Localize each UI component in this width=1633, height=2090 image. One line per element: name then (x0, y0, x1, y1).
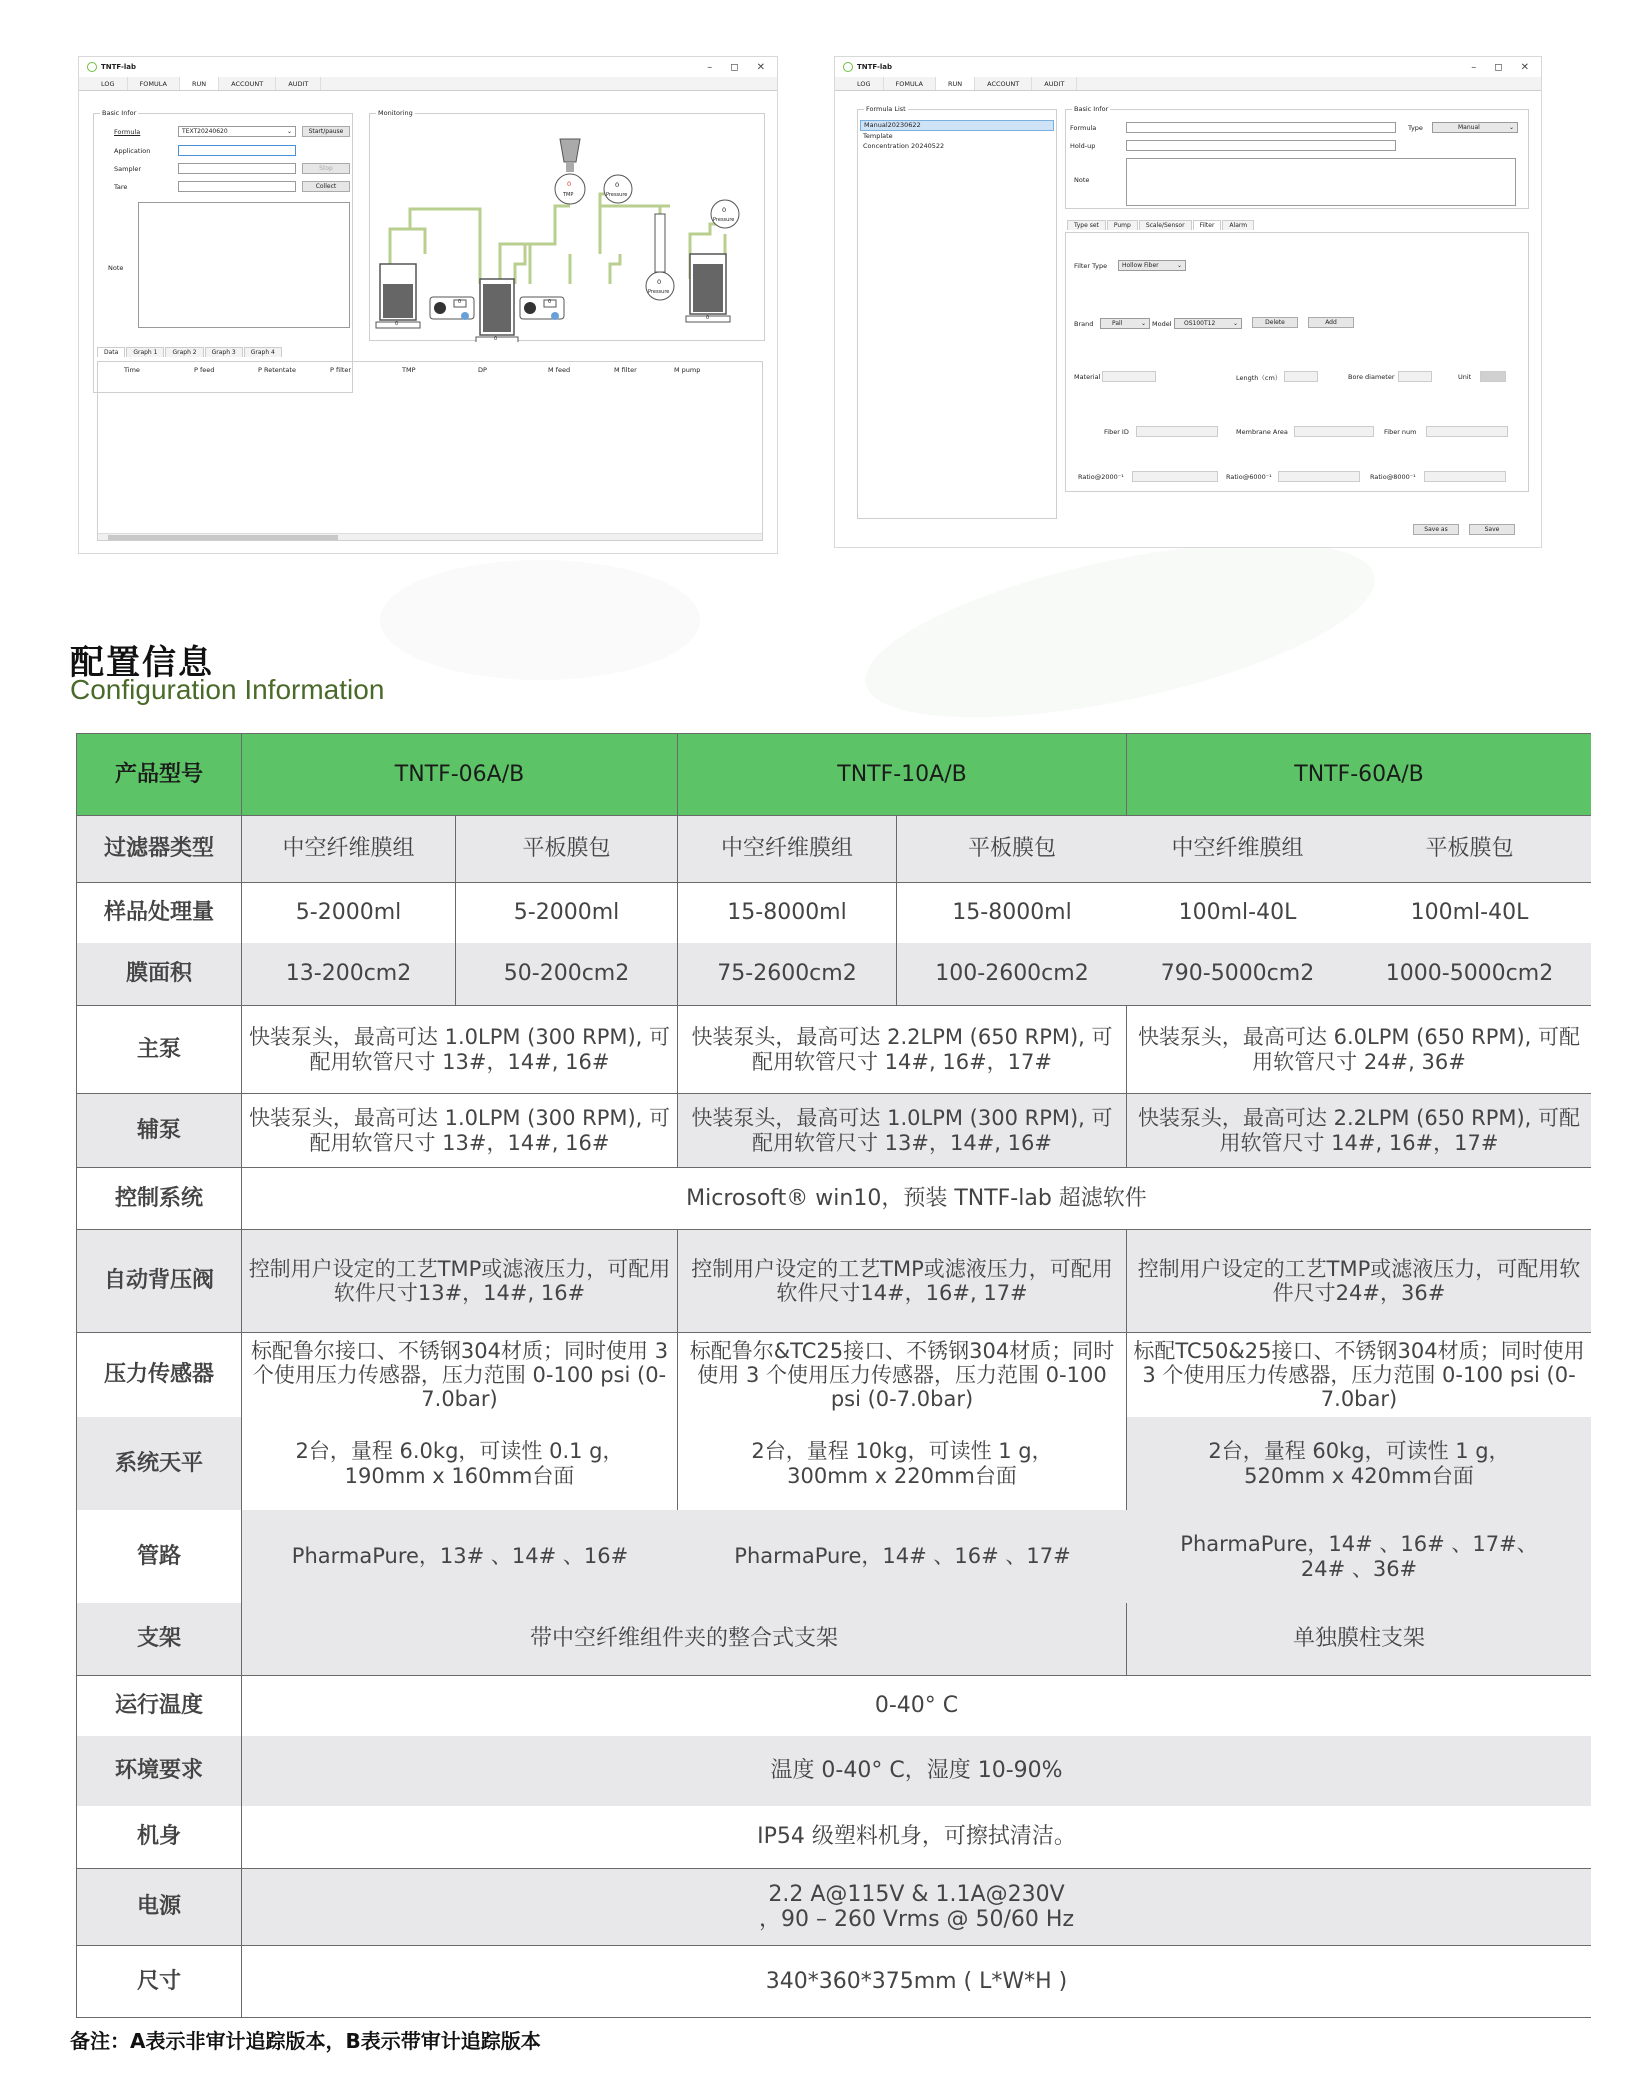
pump-1-head (434, 302, 446, 314)
tab-pump[interactable]: Pump (1107, 220, 1138, 230)
tab-graph-2[interactable]: Graph 2 (165, 347, 203, 357)
delete-button[interactable]: Delete (1252, 317, 1298, 328)
note-label: Note (108, 264, 124, 272)
row-label-membrane-area: 膜面积 (76, 943, 242, 1005)
settings-subtabs (1067, 220, 1255, 230)
table-cell: 快装泵头，最高可达 6.0LPM (650 RPM), 可配用软管尺寸 24#, 36# (1137, 1025, 1581, 1074)
pressure-gauge-2 (646, 272, 674, 300)
add-button[interactable]: Add (1308, 317, 1354, 328)
table-row-back-pressure (76, 1230, 1591, 1333)
process-diagram (370, 114, 766, 342)
tab-audit[interactable]: AUDIT (276, 77, 321, 90)
table-cell: 控制用户设定的工艺TMP或滤液压力，可配用软件尺寸14#，16#, 17# (678, 1230, 1127, 1332)
table-row-pressure-sensor (76, 1333, 1591, 1417)
tab-account[interactable]: ACCOUNT (975, 77, 1032, 90)
tab-graph-1[interactable]: Graph 1 (126, 347, 164, 357)
data-subtabs (97, 347, 283, 357)
model-60: TNTF-60A/B (1294, 761, 1424, 787)
hopper-neck (566, 162, 574, 172)
stop-button[interactable]: Stop (302, 163, 350, 174)
table-row-sample-volume (76, 883, 1591, 943)
pressure-gauge-1 (604, 175, 632, 203)
title-bar (835, 57, 1541, 77)
section-title-en: Configuration Information (70, 674, 385, 705)
column-dp: DP (478, 366, 487, 374)
pump-2-value: 0 (548, 299, 552, 305)
tab-filter[interactable]: Filter (1193, 220, 1222, 230)
table-cell: 中空纤维膜组 (242, 816, 456, 882)
pressure-gauge-2-label: Pressure (648, 289, 670, 295)
holdup-input[interactable] (1126, 140, 1396, 151)
table-cell: 100-2600cm2 (935, 961, 1089, 987)
table-row-balance (76, 1417, 1591, 1510)
table-cell: 340*360*375mm ( L*W*H ) (765, 1968, 1068, 1994)
table-cell: 790-5000cm2 (1160, 961, 1315, 987)
app-logo-icon (87, 62, 97, 72)
horizontal-scrollbar[interactable] (98, 533, 762, 540)
brand-value: Pall (1112, 320, 1123, 327)
tab-run[interactable]: RUN (180, 77, 219, 90)
main-tabs (835, 77, 1541, 91)
save-button[interactable]: Save (1469, 524, 1515, 535)
tab-scale-sensor[interactable]: Scale/Sensor (1139, 220, 1192, 230)
formula-list-group (857, 105, 1057, 519)
model-06: TNTF-06A/B (242, 734, 678, 815)
table-row-tubing (76, 1510, 1591, 1603)
power-line-2: ，90 – 260 Vrms @ 50/60 Hz (758, 1907, 1075, 1932)
power-cell (242, 1869, 1591, 1945)
table-row-power (76, 1869, 1591, 1946)
table-cell: 快装泵头，最高可达 1.0LPM (300 RPM), 可配用软管尺寸 13#，14#, 16# (678, 1094, 1127, 1167)
holdup-label: Hold-up (1070, 142, 1096, 150)
row-label-body: 机身 (76, 1806, 242, 1868)
table-cell: PharmaPure，14# 、16# 、17# (734, 1544, 1071, 1569)
table-cell: 中空纤维膜组 (678, 816, 897, 882)
type-value: Manual (1458, 124, 1480, 131)
table-row-membrane-area (76, 943, 1591, 1006)
save-as-button[interactable]: Save as (1413, 524, 1459, 535)
row-label-balance: 系统天平 (76, 1417, 242, 1510)
note-textarea[interactable] (138, 202, 350, 328)
table-cell: 100ml-40L (1178, 900, 1297, 926)
formula-list-title: Formula List (866, 105, 906, 113)
table-cell: 13-200cm2 (242, 943, 456, 1005)
row-label-power: 电源 (76, 1869, 242, 1945)
basic-infor-title: Basic Infor (1074, 105, 1109, 113)
fiber-id-input[interactable] (1136, 426, 1218, 437)
table-row-stand (76, 1603, 1591, 1676)
power-line-1: 2.2 A@115V & 1.1A@230V (768, 1881, 1065, 1907)
table-cell: 75-2600cm2 (678, 943, 897, 1005)
scale-2-value: 0 (494, 336, 498, 342)
row-label-control-system: 控制系统 (76, 1168, 242, 1229)
table-cell: 单独膜柱支架 (1292, 1626, 1425, 1652)
row-label-filter-type: 过滤器类型 (76, 816, 242, 882)
tab-account[interactable]: ACCOUNT (219, 77, 276, 90)
ratio-6000-label: Ratio@6000⁻¹ (1226, 473, 1272, 481)
table-cell: 控制用户设定的工艺TMP或滤液压力，可配用软件尺寸13#，14#, 16# (242, 1230, 678, 1332)
pressure-gauge-2-value: 0 (657, 278, 662, 286)
length-input[interactable] (1284, 371, 1318, 382)
type-label: Type (1408, 124, 1423, 132)
chevron-down-icon: ⌄ (1508, 124, 1514, 131)
table-row-model (76, 733, 1591, 816)
table-cell: 快装泵头，最高可达 1.0LPM (300 RPM), 可配用软管尺寸 13#，14#, 16# (242, 1006, 678, 1093)
table-cell: 控制用户设定的工艺TMP或滤液压力，可配用软件尺寸24#，36# (1137, 1256, 1581, 1305)
formula-list-item[interactable]: Concentration 20240522 (863, 142, 945, 150)
tank-1-liquid (383, 284, 413, 318)
data-table-header (98, 366, 764, 378)
column-tmp: TMP (402, 366, 416, 374)
footnote: 备注：A表示非审计追踪版本，B表示带审计追踪版本 (70, 2029, 541, 2053)
row-label-back-pressure: 自动背压阀 (76, 1230, 242, 1332)
maximize-icon[interactable]: ◻ (1494, 61, 1503, 73)
sampler-label: Sampler (114, 165, 142, 173)
chevron-down-icon: ⌄ (1140, 320, 1146, 327)
table-row-control-system (76, 1168, 1591, 1230)
row-label-model: 产品型号 (76, 734, 242, 815)
pump-1-indicator (461, 312, 469, 320)
tab-run[interactable]: RUN (936, 77, 975, 90)
table-cell: 快装泵头，最高可达 1.0LPM (300 RPM), 可配用软管尺寸 13#，14#, 16# (242, 1094, 678, 1167)
filter-column (655, 214, 665, 272)
app-logo-icon (843, 62, 853, 72)
hopper (560, 139, 580, 162)
table-row-size (76, 1946, 1591, 2018)
tare-input[interactable] (178, 181, 296, 192)
application-input[interactable] (178, 145, 296, 156)
type-select[interactable] (1432, 122, 1518, 133)
pressure-gauge-1-value: 0 (615, 181, 620, 189)
bore-input[interactable] (1398, 371, 1432, 382)
table-cell: 2台，量程 10kg，可读性 1 g，300mm x 220mm台面 (678, 1417, 1127, 1510)
row-label-main-pump: 主泵 (76, 1006, 242, 1093)
tab-fomula[interactable]: FOMULA (884, 77, 936, 90)
tank-2-liquid (483, 284, 511, 332)
tab-graph-4[interactable]: Graph 4 (244, 347, 282, 357)
run-window-screenshot (78, 56, 778, 554)
column-m-feed: M feed (548, 366, 571, 374)
table-cell: 快装泵头，最高可达 2.2LPM (650 RPM), 可配用软管尺寸 14#, 16#，17# (1137, 1106, 1581, 1155)
tab-data[interactable]: Data (97, 347, 125, 357)
unit-input[interactable] (1480, 371, 1506, 382)
chevron-down-icon: ⌄ (286, 128, 292, 135)
model-select[interactable] (1174, 318, 1242, 329)
model-value: OS100T12 (1184, 320, 1216, 327)
table-cell: 标配鲁尔&TC25接口、不锈钢304材质；同时使用 3 个使用压力传感器，压力范围 0-100 psi (0-7.0bar) (678, 1333, 1127, 1417)
model-label: Model (1152, 320, 1172, 328)
brand-label: Brand (1074, 320, 1094, 328)
start-pause-button[interactable]: Start/pause (302, 126, 350, 137)
maximize-icon[interactable]: ◻ (730, 61, 739, 73)
row-label-aux-pump: 辅泵 (76, 1094, 242, 1167)
table-cell: 中空纤维膜组 (1171, 836, 1304, 862)
table-cell: 50-200cm2 (456, 943, 678, 1005)
row-label-environment: 环境要求 (76, 1736, 242, 1806)
row-label-sample-volume: 样品处理量 (76, 883, 242, 943)
filter-type-select[interactable] (1118, 260, 1186, 271)
sampler-input[interactable] (178, 163, 296, 174)
table-cell: 5-2000ml (456, 883, 678, 943)
formula-select[interactable] (178, 126, 296, 137)
scale-3-value: 0 (706, 315, 710, 321)
length-label: Length（cm） (1236, 374, 1282, 382)
table-cell: 5-2000ml (242, 883, 456, 943)
minimize-icon[interactable]: – (707, 61, 713, 73)
tank-3-liquid (693, 264, 723, 312)
window-title: TNTF-lab (101, 63, 137, 71)
formula-value: TEXT20240620 (182, 128, 228, 135)
data-table (97, 361, 763, 541)
pump-2-head (524, 302, 536, 314)
unit-label: Unit (1458, 373, 1472, 381)
membrane-area-input[interactable] (1294, 426, 1374, 437)
formula-label: Formula (114, 128, 141, 136)
table-cell: 0-40° C (874, 1693, 959, 1719)
row-label-tubing: 管路 (76, 1510, 242, 1603)
row-label-temperature: 运行温度 (76, 1676, 242, 1736)
window-title: TNTF-lab (857, 63, 893, 71)
pressure-gauge-1-label: Pressure (606, 192, 628, 198)
filter-type-value: Hollow Fiber (1122, 262, 1159, 269)
table-cell: 100ml-40L (1410, 900, 1529, 926)
tab-log[interactable]: LOG (89, 77, 128, 90)
formula-label: Formula (1070, 124, 1097, 132)
tmp-gauge (555, 174, 585, 204)
ratio-6000-input[interactable] (1278, 471, 1360, 482)
table-cell: 平板膜包 (1425, 836, 1514, 862)
ratio-8000-label: Ratio@8000⁻¹ (1370, 473, 1416, 481)
close-icon[interactable]: ✕ (1520, 61, 1529, 73)
pump-1-value: 0 (458, 299, 462, 305)
table-cell: 带中空纤维组件夹的整合式支架 (242, 1603, 1127, 1675)
table-cell: IP54 级塑料机身，可擦拭清洁。 (757, 1824, 1076, 1850)
column-time: Time (124, 366, 140, 374)
row-label-stand: 支架 (76, 1603, 242, 1675)
fiber-id-label: Fiber ID (1104, 428, 1129, 436)
table-cell: 快装泵头，最高可达 2.2LPM (650 RPM), 可配用软管尺寸 14#, 16#，17# (678, 1006, 1127, 1093)
tmp-gauge-label: TMP (563, 192, 574, 198)
table-cell: 2台，量程 60kg，可读性 1 g，520mm x 420mm台面 (1208, 1439, 1510, 1488)
close-icon[interactable]: ✕ (756, 61, 765, 73)
table-cell: 平板膜包 (456, 816, 678, 882)
scrollbar-thumb[interactable] (108, 535, 338, 540)
collect-button[interactable]: Collect (302, 181, 350, 192)
right-basic-infor-group (1065, 105, 1529, 209)
section-title-cn: 配置信息 (70, 643, 214, 683)
column-p-feed: P feed (194, 366, 215, 374)
table-cell: PharmaPure，13# 、14# 、16# (291, 1544, 629, 1569)
table-cell: 2台，量程 6.0kg，可读性 0.1 g，190mm x 160mm台面 (242, 1417, 678, 1510)
filter-type-label: Filter Type (1074, 262, 1108, 270)
membrane-area-label: Membrane Area (1236, 428, 1288, 436)
scale-1-value: 0 (395, 321, 399, 327)
table-cell: 标配鲁尔接口、不锈钢304材质；同时使用 3 个使用压力传感器，压力范围 0-100 psi (0-7.0bar) (242, 1333, 678, 1417)
table-cell: PharmaPure，14# 、16# 、17#、24# 、36# (1180, 1532, 1538, 1581)
row-label-size: 尺寸 (76, 1946, 242, 2017)
bore-label: Bore diameter (1348, 373, 1395, 381)
column-m-filter: M filter (614, 366, 637, 374)
column-m-pump: M pump (674, 366, 701, 374)
table-cell: 温度 0-40° C，湿度 10-90% (770, 1758, 1063, 1784)
pressure-gauge-3 (711, 200, 739, 228)
formula-input[interactable] (1126, 122, 1396, 133)
row-label-pressure-sensor: 压力传感器 (76, 1333, 242, 1417)
chevron-down-icon: ⌄ (1232, 320, 1238, 327)
background-decoration (380, 560, 700, 680)
tare-label: Tare (114, 183, 128, 191)
note-label: Note (1074, 176, 1090, 184)
table-cell: 平板膜包 (967, 836, 1056, 862)
table-cell: 标配TC50&25接口、不锈钢304材质；同时使用 3 个使用压力传感器，压力范围 0-100 psi (0-7.0bar) (1133, 1338, 1585, 1412)
tab-log[interactable]: LOG (845, 77, 884, 90)
tab-type-set[interactable]: Type set (1067, 220, 1106, 230)
material-label: Material (1074, 373, 1101, 381)
monitoring-title: Monitoring (378, 109, 413, 117)
table-row-filter-type (76, 816, 1591, 883)
pressure-gauge-3-value: 0 (722, 206, 727, 214)
tab-alarm[interactable]: Alarm (1222, 220, 1254, 230)
tab-audit[interactable]: AUDIT (1032, 77, 1077, 90)
filter-settings-panel (1065, 232, 1529, 492)
application-label: Application (114, 147, 151, 155)
brand-select[interactable] (1100, 318, 1150, 329)
table-cell: 15-8000ml (952, 900, 1072, 926)
formula-list-item[interactable]: Manual20230622 (860, 120, 1054, 131)
table-row-aux-pump (76, 1094, 1591, 1168)
chevron-down-icon: ⌄ (1176, 262, 1182, 269)
table-row-body (76, 1806, 1591, 1869)
formula-list-item[interactable]: Template (863, 132, 893, 140)
column-p-filter: P filter (330, 366, 352, 374)
monitoring-group (369, 109, 765, 342)
basic-infor-title: Basic Infor (102, 109, 137, 117)
table-row-temperature (76, 1676, 1591, 1736)
table-cell: Microsoft® win10，预装 TNTF-lab 超滤软件 (686, 1185, 1147, 1211)
column-p-retentate: P Retentate (258, 366, 296, 374)
main-tabs (79, 77, 777, 91)
table-cell: 15-8000ml (678, 883, 897, 943)
tmp-gauge-value: 0 (567, 180, 572, 188)
pump-2-indicator (551, 312, 559, 320)
title-bar (79, 57, 777, 77)
formula-window-screenshot (834, 56, 1542, 548)
configuration-table (76, 733, 1591, 2018)
model-10: TNTF-10A/B (678, 734, 1127, 815)
note-textarea[interactable] (1126, 158, 1516, 206)
ratio-2000-label: Ratio@2000⁻¹ (1078, 473, 1124, 481)
table-cell: 1000-5000cm2 (1385, 961, 1554, 987)
table-row-main-pump (76, 1006, 1591, 1094)
minimize-icon[interactable]: – (1471, 61, 1477, 73)
fiber-num-input[interactable] (1426, 426, 1508, 437)
pressure-gauge-3-label: Pressure (713, 217, 735, 223)
material-input[interactable] (1102, 371, 1156, 382)
fiber-num-label: Fiber num (1384, 428, 1417, 436)
tab-fomula[interactable]: FOMULA (128, 77, 180, 90)
ratio-2000-input[interactable] (1132, 471, 1218, 482)
ratio-8000-input[interactable] (1424, 471, 1506, 482)
tab-graph-3[interactable]: Graph 3 (205, 347, 243, 357)
table-row-environment (76, 1736, 1591, 1806)
